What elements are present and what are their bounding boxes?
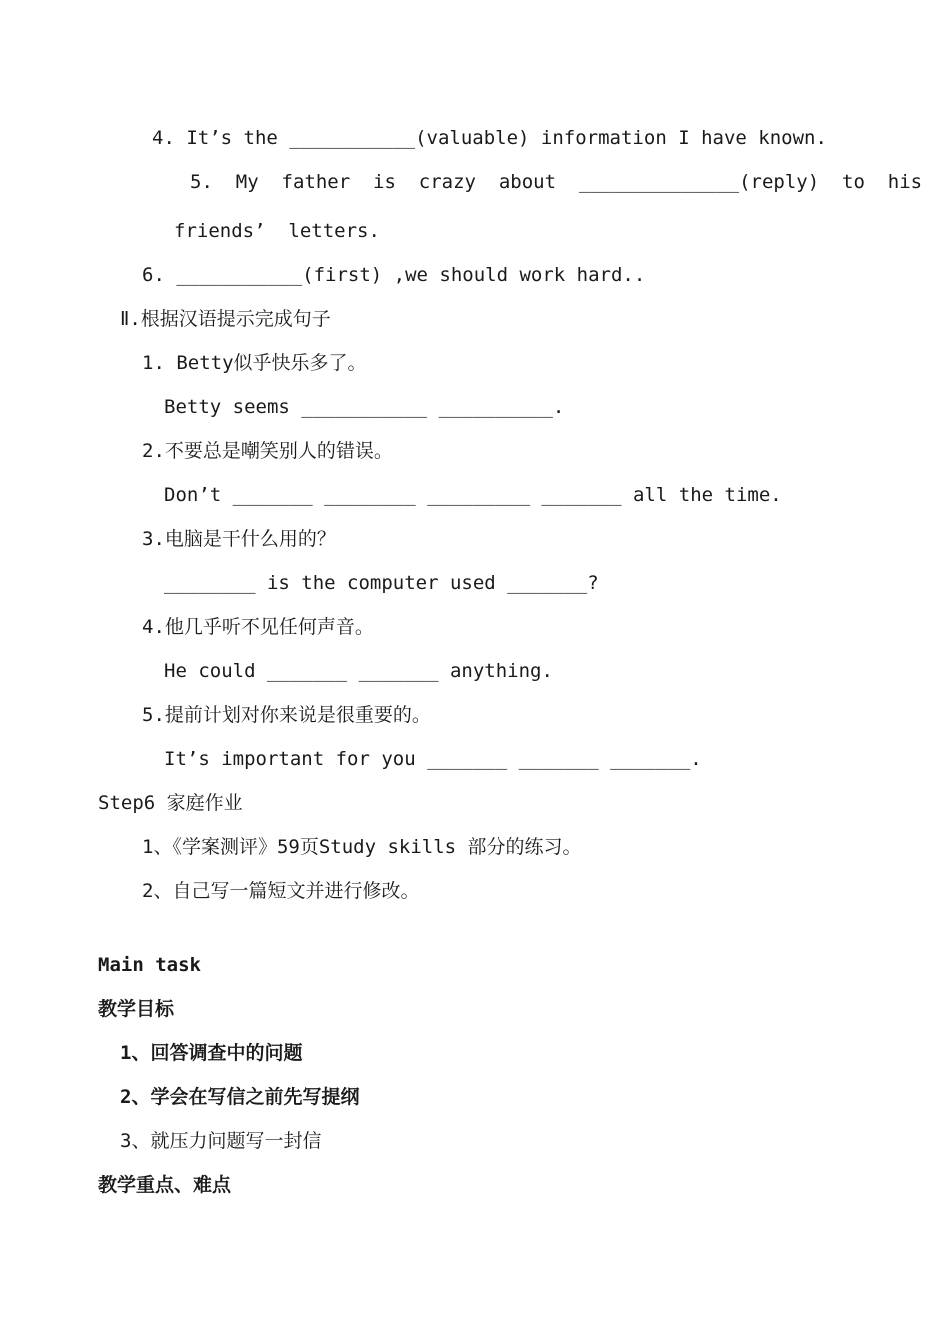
teaching-goal-3: 3、就压力问题写一封信 — [120, 1130, 322, 1152]
exercise-item-5-line2: friends’ letters. — [174, 220, 380, 242]
exercise-item-6: 6. ___________(first) ,we should work hard.. — [142, 264, 646, 286]
exercise-item-5-line1: 5. My father is crazy about ______________(reply) to his — [190, 171, 923, 193]
step6-heading: Step6 家庭作业 — [98, 792, 243, 814]
sentence-prompt-1: 1. Betty似乎快乐多了。 — [142, 352, 367, 374]
sentence-answer-3: ________ is the computer used _______? — [164, 572, 599, 594]
key-points-heading: 教学重点、难点 — [98, 1174, 232, 1196]
exercise-item-4: 4. It’s the ___________(valuable) information I have known. — [152, 127, 827, 149]
sentence-answer-1: Betty seems ___________ __________. — [164, 396, 565, 418]
teaching-goals-heading: 教学目标 — [98, 998, 175, 1020]
teaching-goal-1: 1、回答调查中的问题 — [120, 1042, 303, 1064]
sentence-prompt-5: 5.提前计划对你来说是很重要的。 — [142, 704, 431, 726]
teaching-goal-2: 2、学会在写信之前先写提纲 — [120, 1086, 360, 1108]
homework-item-1: 1、《学案测评》59页Study skills 部分的练习。 — [142, 836, 582, 858]
sentence-answer-2: Don’t _______ ________ _________ _______ all the time. — [164, 484, 782, 506]
sentence-prompt-2: 2.不要总是嘲笑别人的错误。 — [142, 440, 393, 462]
homework-item-2: 2、自己写一篇短文并进行修改。 — [142, 880, 420, 902]
sentence-prompt-3: 3.电脑是干什么用的？ — [142, 528, 336, 550]
sentence-answer-4: He could _______ _______ anything. — [164, 660, 553, 682]
section-heading-complete-sentences: Ⅱ.根据汉语提示完成句子 — [120, 308, 331, 330]
main-task-title: Main task — [98, 954, 201, 976]
sentence-prompt-4: 4.他几乎听不见任何声音。 — [142, 616, 374, 638]
sentence-answer-5: It’s important for you _______ _______ _______. — [164, 748, 702, 770]
